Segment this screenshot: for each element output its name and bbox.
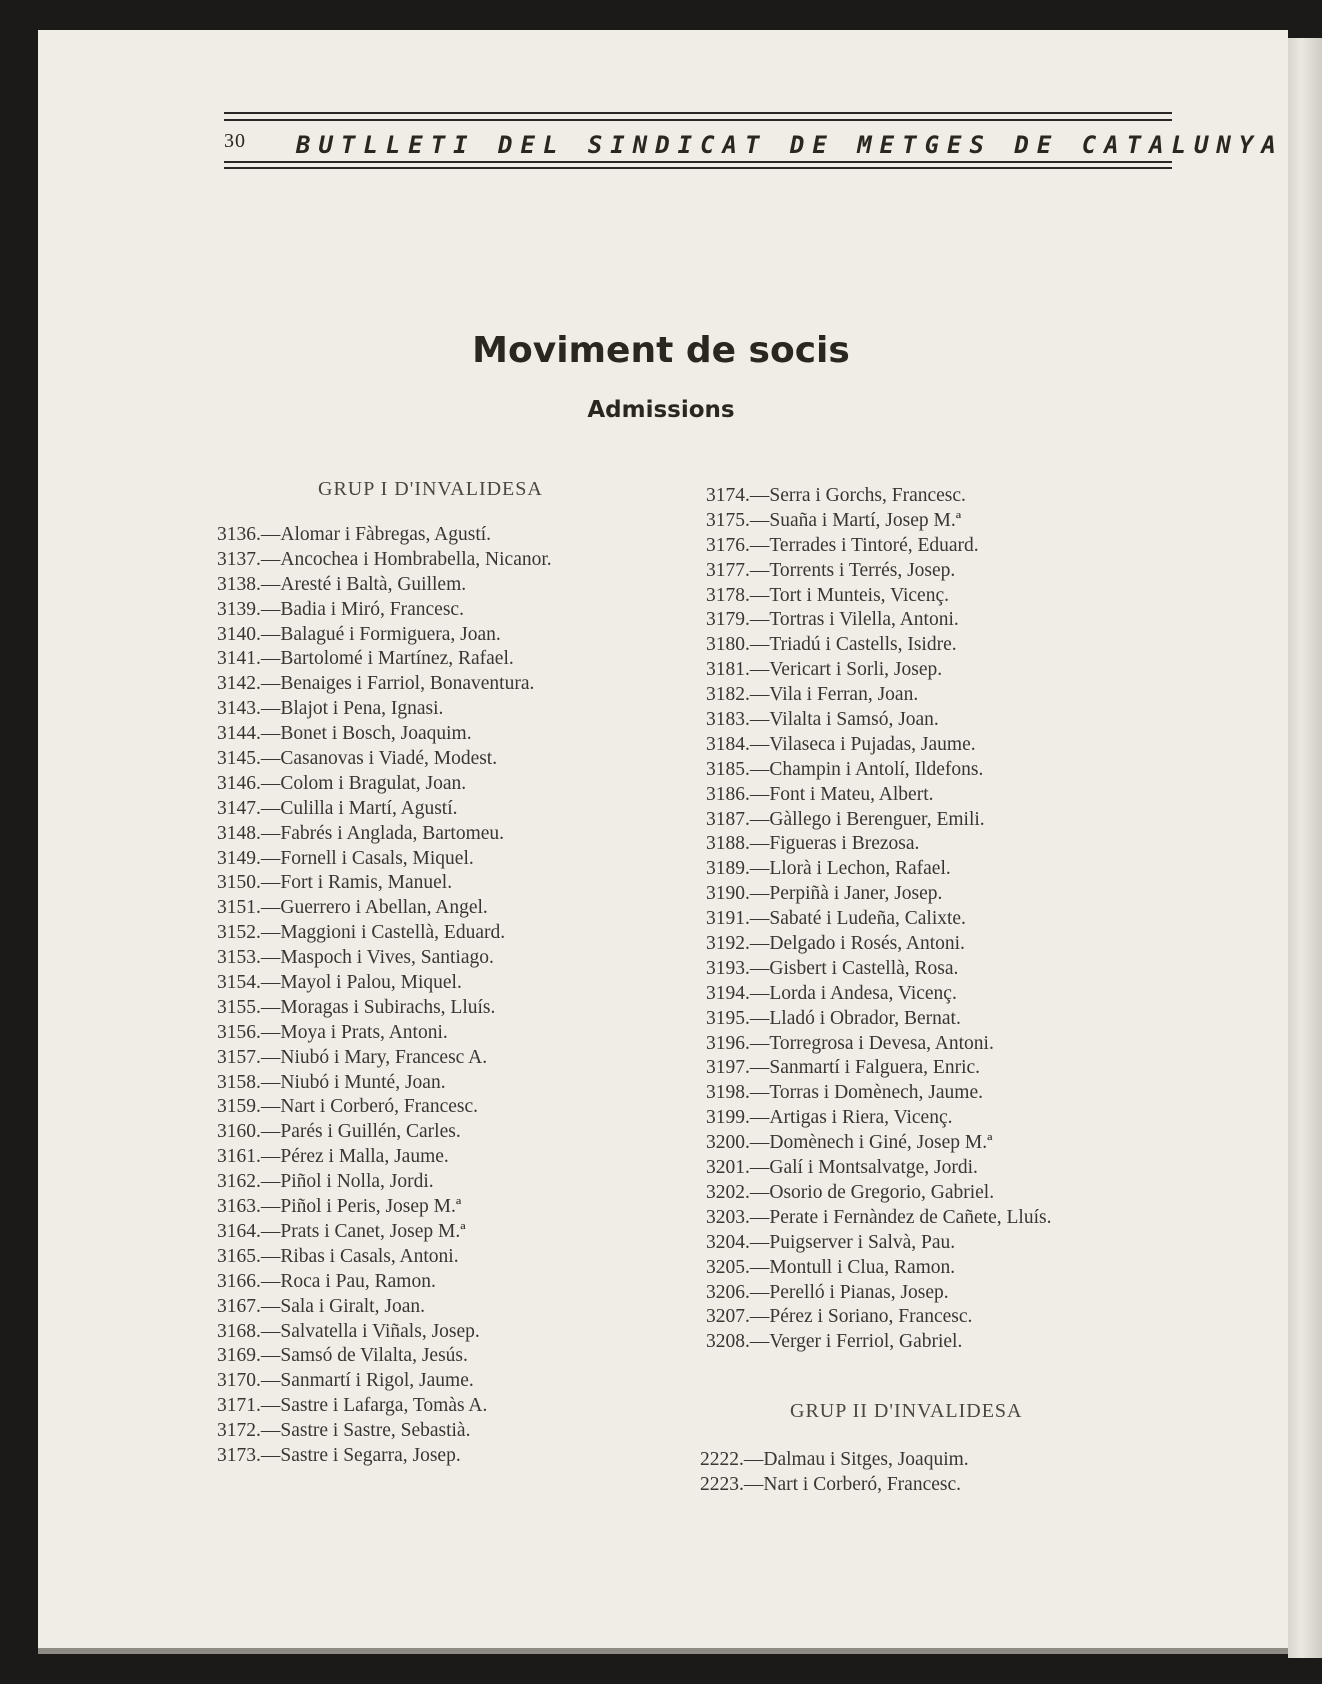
list-item: 3151.—Guerrero i Abellan, Angel.	[217, 897, 488, 919]
list-item: 3190.—Perpiñà i Janer, Josep.	[706, 883, 943, 905]
list-item: 3189.—Llorà i Lechon, Rafael.	[706, 858, 951, 880]
list-item: 3175.—Suaña i Martí, Josep M.ª	[706, 509, 962, 531]
admissions-list-left	[217, 523, 552, 1469]
list-item: 3169.—Samsó de Vilalta, Jesús.	[217, 1345, 468, 1367]
list-item: 3185.—Champin i Antolí, Ildefons.	[706, 758, 984, 780]
list-item: 3149.—Fornell i Casals, Miquel.	[217, 847, 474, 869]
list-item: 3180.—Triadú i Castells, Isidre.	[706, 634, 957, 656]
list-item: 3157.—Niubó i Mary, Francesc A.	[217, 1046, 488, 1068]
list-item: 3161.—Pérez i Malla, Jaume.	[217, 1146, 449, 1168]
list-item: 3146.—Colom i Bragulat, Joan.	[217, 772, 467, 794]
list-item: 2222.—Dalmau i Sitges, Joaquim.	[700, 1449, 969, 1470]
list-item: 3196.—Torregrosa i Devesa, Antoni.	[706, 1032, 994, 1054]
list-item: 3207.—Pérez i Soriano, Francesc.	[706, 1306, 973, 1328]
list-item: 3141.—Bartolomé i Martínez, Rafael.	[217, 648, 514, 670]
list-item: 3140.—Balagué i Formiguera, Joan.	[217, 623, 501, 645]
list-item: 3154.—Mayol i Palou, Miquel.	[217, 972, 462, 994]
list-item: 3195.—Lladó i Obrador, Bernat.	[706, 1007, 961, 1029]
list-item: 3198.—Torras i Domènech, Jaume.	[706, 1082, 983, 1104]
header-rule-top-1	[224, 112, 1172, 114]
list-item: 3173.—Sastre i Segarra, Josep.	[217, 1444, 461, 1466]
list-item: 3206.—Perelló i Pianas, Josep.	[706, 1281, 949, 1303]
list-item: 3194.—Lorda i Andesa, Vicenç.	[706, 982, 957, 1004]
list-item: 3159.—Nart i Corberó, Francesc.	[217, 1096, 479, 1118]
list-item: 3155.—Moragas i Subirachs, Lluís.	[217, 996, 496, 1018]
list-item: 3187.—Gàllego i Berenguer, Emili.	[706, 808, 985, 830]
admissions-list-grup-ii	[700, 1448, 969, 1498]
list-item: 3184.—Vilaseca i Pujadas, Jaume.	[706, 733, 976, 755]
list-item: 3165.—Ribas i Casals, Antoni.	[217, 1245, 459, 1267]
list-item: 3166.—Roca i Pau, Ramon.	[217, 1270, 436, 1292]
list-item: 3144.—Bonet i Bosch, Joaquim.	[217, 723, 472, 745]
list-item: 3188.—Figueras i Brezosa.	[706, 833, 920, 855]
page-title: Moviment de socis	[472, 330, 850, 371]
page-number: 30	[224, 130, 246, 152]
list-item: 3181.—Vericart i Sorli, Josep.	[706, 659, 943, 681]
list-item: 3147.—Culilla i Martí, Agustí.	[217, 797, 458, 819]
list-item: 3204.—Puigserver i Salvà, Pau.	[706, 1231, 956, 1253]
list-item: 2223.—Nart i Corberó, Francesc.	[700, 1473, 962, 1495]
list-item: 3153.—Maspoch i Vives, Santiago.	[217, 947, 494, 969]
list-item: 3205.—Montull i Clua, Ramon.	[706, 1256, 956, 1278]
page-edge	[1288, 38, 1322, 1658]
list-item: 3163.—Piñol i Peris, Josep M.ª	[217, 1196, 462, 1218]
list-item: 3150.—Fort i Ramis, Manuel.	[217, 872, 453, 894]
list-item: 3152.—Maggioni i Castellà, Eduard.	[217, 922, 506, 944]
list-item: 3167.—Sala i Giralt, Joan.	[217, 1295, 425, 1317]
list-item: 3156.—Moya i Prats, Antoni.	[217, 1021, 448, 1043]
list-item: 3148.—Fabrés i Anglada, Bartomeu.	[217, 822, 505, 844]
list-item: 3183.—Vilalta i Samsó, Joan.	[706, 709, 939, 731]
list-item: 3172.—Sastre i Sastre, Sebastià.	[217, 1420, 471, 1442]
list-item: 3191.—Sabaté i Ludeña, Calixte.	[706, 908, 966, 930]
list-item: 3162.—Piñol i Nolla, Jordi.	[217, 1171, 434, 1193]
list-item: 3160.—Parés i Guillén, Carles.	[217, 1121, 461, 1143]
list-item: 3170.—Sanmartí i Rigol, Jaume.	[217, 1370, 474, 1392]
list-item: 3137.—Ancochea i Hombrabella, Nicanor.	[217, 548, 552, 570]
section-subtitle: Admissions	[587, 397, 735, 423]
list-item: 3174.—Serra i Gorchs, Francesc.	[706, 485, 966, 506]
list-item: 3200.—Domènech i Giné, Josep M.ª	[706, 1132, 993, 1154]
header-rule-bottom-1	[224, 161, 1172, 163]
list-item: 3139.—Badia i Miró, Francesc.	[217, 598, 464, 620]
list-item: 3176.—Terrades i Tintoré, Eduard.	[706, 534, 979, 556]
list-item: 3186.—Font i Mateu, Albert.	[706, 783, 934, 805]
list-item: 3192.—Delgado i Rosés, Antoni.	[706, 933, 965, 955]
group-heading-grup-ii: GRUP II D'INVALIDESA	[790, 1400, 1023, 1422]
list-item: 3158.—Niubó i Munté, Joan.	[217, 1071, 446, 1093]
list-item: 3178.—Tort i Munteis, Vicenç.	[706, 584, 949, 606]
list-item: 3208.—Verger i Ferriol, Gabriel.	[706, 1331, 963, 1353]
list-item: 3199.—Artigas i Riera, Vicenç.	[706, 1107, 953, 1129]
header-rule-top-2	[224, 119, 1172, 121]
list-item: 3197.—Sanmartí i Falguera, Enric.	[706, 1057, 981, 1079]
list-item: 3201.—Galí i Montsalvatge, Jordi.	[706, 1157, 978, 1179]
list-item: 3177.—Torrents i Terrés, Josep.	[706, 559, 956, 581]
list-item: 3164.—Prats i Canet, Josep M.ª	[217, 1220, 466, 1242]
header-rule-bottom-2	[224, 167, 1172, 169]
list-item: 3145.—Casanovas i Viadé, Modest.	[217, 748, 498, 770]
list-item: 3202.—Osorio de Gregorio, Gabriel.	[706, 1181, 995, 1203]
page-bottom-edge	[38, 1648, 1288, 1654]
list-item: 3179.—Tortras i Vilella, Antoni.	[706, 609, 959, 631]
list-item: 3138.—Aresté i Baltà, Guillem.	[217, 573, 467, 595]
list-item: 3143.—Blajot i Pena, Ignasi.	[217, 698, 444, 720]
list-item: 3193.—Gisbert i Castellà, Rosa.	[706, 957, 959, 979]
running-title: BUTLLETI DEL SINDICAT DE METGES DE CATALUNYA	[296, 131, 1284, 159]
group-heading-grup-i: GRUP I D'INVALIDESA	[318, 478, 543, 500]
list-item: 3182.—Vila i Ferran, Joan.	[706, 684, 919, 706]
admissions-list-right	[706, 484, 1051, 1355]
list-item: 3136.—Alomar i Fàbregas, Agustí.	[217, 524, 492, 545]
list-item: 3203.—Perate i Fernàndez de Cañete, Lluís.	[706, 1206, 1052, 1228]
list-item: 3171.—Sastre i Lafarga, Tomàs A.	[217, 1395, 488, 1417]
list-item: 3168.—Salvatella i Viñals, Josep.	[217, 1320, 480, 1342]
list-item: 3142.—Benaiges i Farriol, Bonaventura.	[217, 673, 535, 695]
